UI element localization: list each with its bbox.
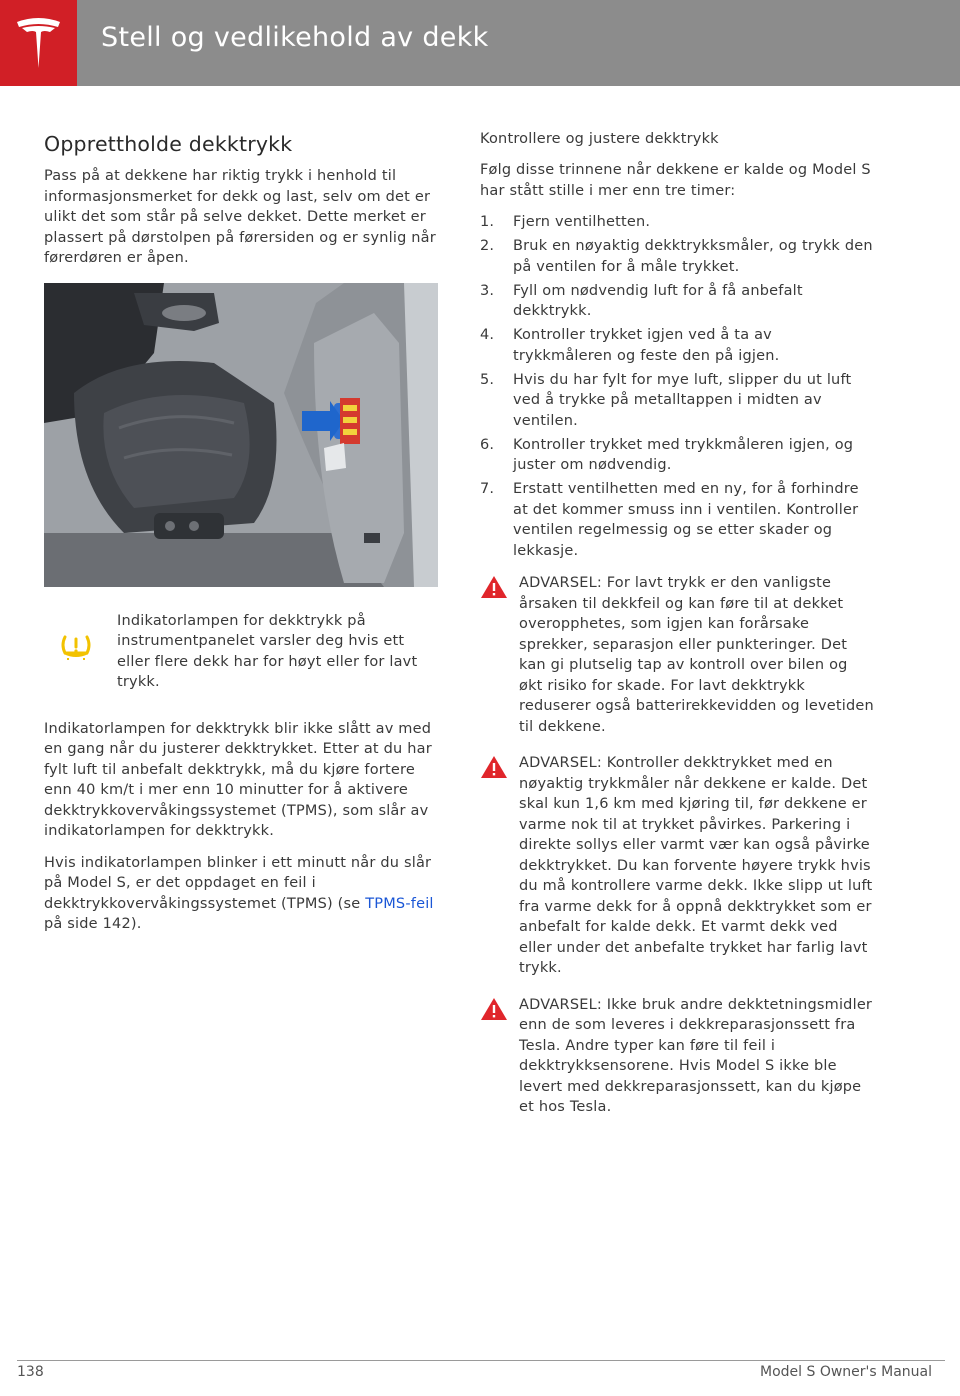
step-text: Bruk en nøyaktig dekktrykksmåler, og trykk den på ventilen for å måle trykket. (513, 238, 873, 275)
warning-text: ADVARSEL: Kontroller dekktrykket med en nøyaktig trykkmåler når dekkene er kalde. Det skal kun 1,6 km med kjøring til, før dekkene er varme nok til at trykket påvirkes. Parkering i direkte sollys eller varmt vær kan også påvirke dekktrykket. Du kan forvente høyere trykk hvis du må kontrollere varme dekk. Ikke slipp ut luft fra varme dekk for å oppnå dekktrykket som er anbefalt for kalde dekk. Et varmt dekk ved eller under det anbefalte trykket har farlig lavt trykk. (519, 755, 873, 976)
tire-pressure-indicator-note (44, 611, 438, 703)
list-item (480, 370, 875, 432)
tesla-logo-icon (15, 16, 62, 70)
list-item (480, 479, 875, 561)
step-text: Kontroller trykket igjen ved å ta av trykkmåleren og feste den på igjen. (513, 327, 780, 364)
list-item (480, 236, 875, 277)
subsection-title: Kontrollere og justere dekktrykk (480, 131, 719, 147)
steps-intro: Følg disse trinnene når dekkene er kalde og Model S har stått stille i mer enn tre timer: (480, 162, 871, 199)
tpms-fault-text: Hvis indikatorlampen blinker i ett minutt når du slår på Model S, er det oppdaget en feil i dekktrykkovervåkingssystemet (TPMS) (se (44, 854, 432, 912)
warning-block (480, 753, 875, 979)
footer-divider (17, 1360, 945, 1361)
page-header (0, 0, 960, 86)
tpms-fault-page-ref: på side 142). (44, 916, 142, 932)
step-number: 7. (480, 481, 495, 497)
step-text: Fjern ventilhetten. (513, 214, 651, 230)
right-column (480, 128, 875, 1134)
indicator-text: Indikatorlampen for dekktrykk på instrumentpanelet varsler deg hvis ett eller flere dekk har for høyt eller for lavt trykk. (117, 612, 418, 690)
list-item (480, 325, 875, 366)
step-number: 4. (480, 327, 495, 343)
step-number: 1. (480, 214, 495, 230)
warning-triangle-icon (480, 997, 508, 1021)
manual-title: Model S Owner's Manual (760, 1364, 932, 1380)
door-pillar-photo (44, 283, 438, 587)
page-title: Stell og vedlikehold av dekk (101, 22, 489, 53)
intro-paragraph: Pass på at dekkene har riktig trykk i henhold til informasjonsmerket for dekk og last, selv om det er ulikt det som står på selve dekket. Dette merket er plassert på dørstolpen på førersiden og er synlig når førerdøren er åpen. (44, 168, 436, 266)
step-number: 3. (480, 282, 495, 299)
warning-text: ADVARSEL: For lavt trykk er den vanligste årsaken til dekkfeil og kan føre til at dekket overopphetes, som igjen kan forårsake sprekker, separasjon eller punkteringer. Det kan gi plutselig tap av kontroll over bilen og økt risiko for skade. For lavt dekktrykk reduserer også batterirekkevidden og levetiden til dekkene. (519, 575, 874, 735)
page-number: 138 (17, 1364, 44, 1380)
step-number: 2. (480, 238, 495, 254)
list-item (480, 212, 875, 233)
warning-triangle-icon (480, 575, 508, 599)
step-number: 6. (480, 436, 495, 453)
tire-pressure-warning-icon (60, 631, 92, 661)
warning-block (480, 995, 875, 1118)
tesla-logo (0, 0, 77, 86)
tpms-reset-paragraph: Indikatorlampen for dekktrykk blir ikke slått av med en gang når du justerer dekktrykket. Etter at du har fylt luft til anbefalt dekktrykk, må du kjøre fortere enn 40 km/t i mer enn 10 minutter for å aktivere dekktrykkovervåkingssystemet (TPMS), som slår av indikatorlampen for dekktrykk. (44, 720, 432, 839)
list-item (480, 281, 875, 322)
warning-text: ADVARSEL: Ikke bruk andre dekktetningsmidler enn de som leveres i dekkreparasjonssett fra Tesla. Andre typer kan føre til feil i dekktrykksensorene. Hvis Model S ikke ble levert med dekkreparasjonssett, kan du kjøpe et hos Tesla. (519, 996, 873, 1115)
tpms-fault-link[interactable]: TPMS-feil (365, 895, 434, 912)
step-text: Hvis du har fylt for mye luft, slipper du ut luft ved å trykke på metalltappen i midten av ventilen. (513, 371, 852, 429)
step-text: Kontroller trykket med trykkmåleren igjen, og juster om nødvendig. (513, 436, 854, 473)
section-title: Opprettholde dekktrykk (44, 132, 293, 156)
list-item (480, 435, 875, 476)
step-text: Fyll om nødvendig luft for å få anbefalt dekktrykk. (513, 282, 803, 319)
step-text: Erstatt ventilhetten med en ny, for å forhindre at det kommer smuss inn i ventilen. Kontroller ventilen regelmessig og se etter skader og lekkasje. (513, 481, 859, 559)
step-number: 5. (480, 371, 495, 388)
warning-triangle-icon (480, 755, 508, 779)
steps-list (480, 212, 875, 561)
warning-block (480, 573, 875, 737)
tpms-fault-paragraph (44, 853, 438, 935)
left-column (44, 128, 438, 946)
